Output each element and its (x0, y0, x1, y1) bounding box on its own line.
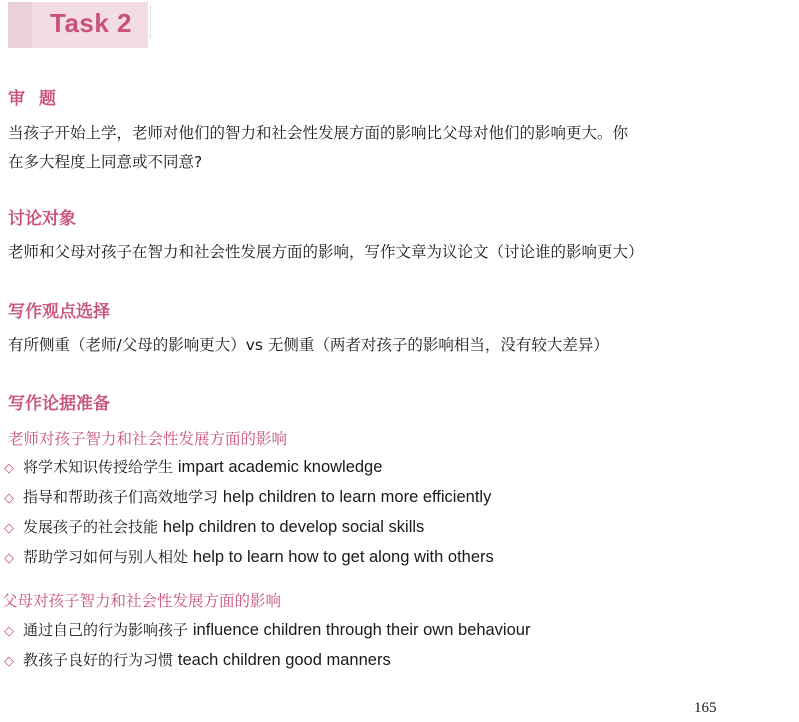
header-divider (150, 6, 151, 38)
list-item-cn: 指导和帮助孩子们高效地学习 (22, 488, 218, 506)
subject-heading: 讨论对象 (8, 209, 76, 229)
list-item (4, 456, 382, 477)
viewpoint-line: 有所侧重（老师/父母的影响更大）vs 无侧重（两者对孩子的影响相当，没有较大差异） (8, 336, 609, 354)
viewpoint-heading: 写作观点选择 (8, 302, 110, 322)
list-item (4, 649, 391, 670)
list-item (4, 619, 530, 640)
list-item-cn: 帮助学习如何与别人相处 (22, 548, 188, 566)
diamond-icon: ◇ (4, 461, 14, 476)
header-accent-bar (8, 2, 32, 48)
task-header-banner (8, 2, 148, 48)
prompt-line-2: 在多大程度上同意或不同意? (8, 153, 203, 171)
list-item-cn: 通过自己的行为影响孩子 (22, 621, 188, 639)
diamond-icon: ◇ (4, 654, 14, 669)
diamond-icon: ◇ (4, 551, 14, 566)
teachers-subheading: 老师对孩子智力和社会性发展方面的影响 (8, 430, 288, 448)
list-item-cn: 发展孩子的社会技能 (22, 518, 158, 536)
arguments-heading: 写作论据准备 (8, 394, 110, 414)
list-item-en: teach children good manners (177, 651, 391, 669)
list-item-cn: 教孩子良好的行为习惯 (22, 651, 173, 669)
list-item-en: influence children through their own behaviour (192, 621, 531, 639)
diamond-icon: ◇ (4, 624, 14, 639)
prompt-heading: 审题 (8, 89, 70, 109)
diamond-icon: ◇ (4, 491, 14, 506)
parents-subheading: 父母对孩子智力和社会性发展方面的影响 (2, 592, 282, 610)
subject-line: 老师和父母对孩子在智力和社会性发展方面的影响，写作文章为议论文（讨论谁的影响更大） (8, 243, 644, 261)
list-item (4, 516, 424, 537)
list-item-cn: 将学术知识传授给学生 (22, 458, 173, 476)
list-item (4, 486, 491, 507)
list-item-en: help children to develop social skills (162, 518, 425, 536)
task-title: Task 2 (50, 8, 133, 38)
list-item-en: help children to learn more efficiently (222, 488, 492, 506)
list-item-en: impart academic knowledge (177, 458, 383, 476)
diamond-icon: ◇ (4, 521, 14, 536)
prompt-line-1: 当孩子开始上学，老师对他们的智力和社会性发展方面的影响比父母对他们的影响更大。你 (8, 124, 629, 142)
list-item (4, 546, 494, 567)
page-number: 165 (694, 700, 717, 716)
list-item-en: help to learn how to get along with others (192, 548, 494, 566)
